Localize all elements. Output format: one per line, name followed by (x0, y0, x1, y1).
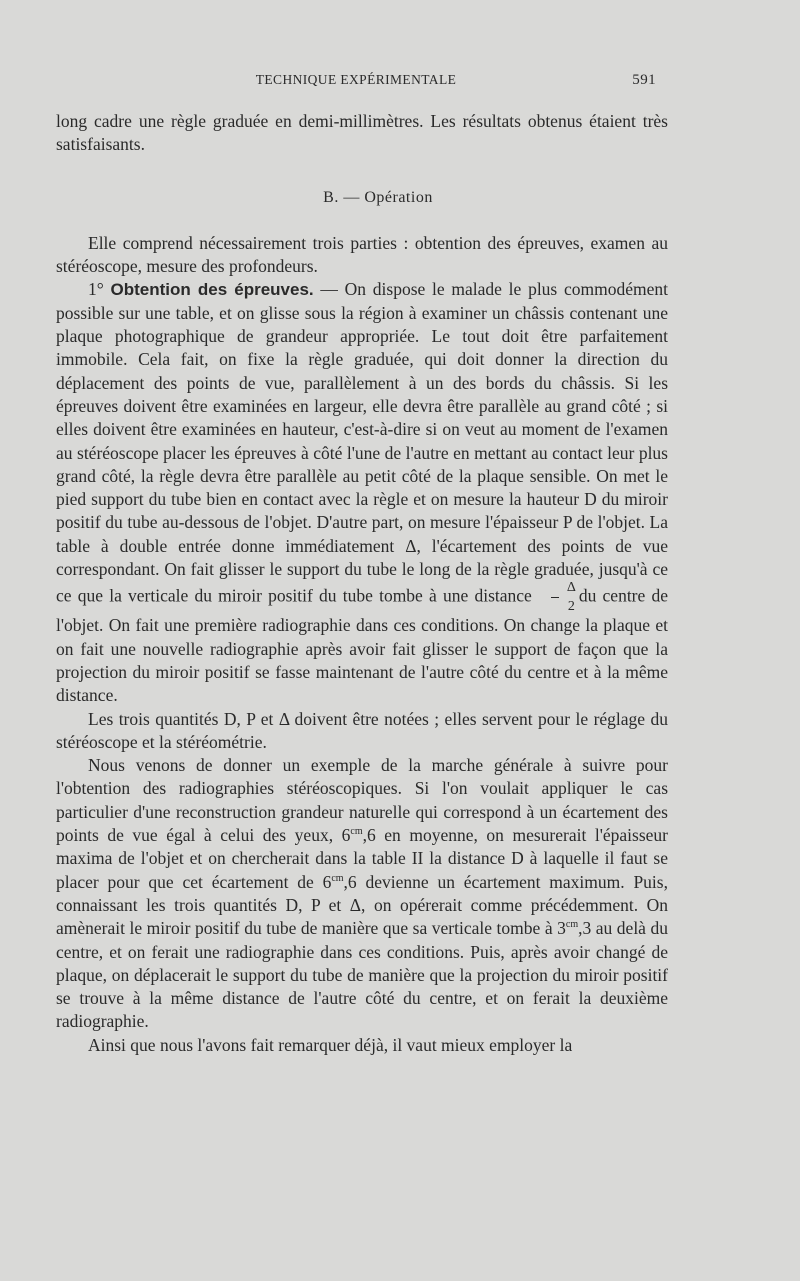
paragraph-intro: Elle comprend nécessairement trois parties : obtention des épreuves, examen au stéréoscope, mesure des profondeurs. (56, 232, 668, 277)
fraction-bar (551, 597, 559, 598)
fraction-denominator: 2 (567, 599, 575, 615)
paragraph-final: Ainsi que nous l'avons fait remarquer déjà, il vaut mieux employer la (88, 1034, 573, 1055)
paragraph-obtention (56, 278, 668, 707)
paragraph-text: ,6 en moyenne, on mesurerait l'épaisseur maxima de l'objet et on chercherait dans la table II la distance D à laquelle il faut se placer pour que cet écartement de 6 (56, 825, 668, 892)
paragraph-text: — On dispose le malade le plus commodément possible sur une table, et on glisse sous la région à examiner un châssis contenant une plaque photographique de grandeur appropriée. Le tout doit être parfaitement immobile. Cela fait, on fixe la règle graduée, qui doit donner la direction du déplacement des points de vue, parallèlement à un des bords du châssis. Si les épreuves doivent être examinées en largeur, elle devra être parallèle au grand côté ; si elles doivent être examinées en hauteur, c'est-à-dire si on veut au moment de l'examen au stéréoscope placer les épreuves à côté l'une de l'autre en mettant au contact leur plus grand côté, la règle devra être parallèle au petit côté de la plaque sensible. On met le pied support du tube bien en contact avec la règle et on mesure la hauteur D du miroir positif du tube au-dessous de l'objet. D'autre part, on mesure l'épaisseur P de l'objet. La table à double entrée donne immédiatement Δ, l'écartement des points de vue correspondant. On fait glisser le support du tube le long de la règle graduée, jusqu'à ce ce que la verticale du miroir positif du tube tombe à une distance (56, 279, 668, 606)
paragraph-text: ,3 au delà du centre, et on ferait une radiographie dans ces conditions. Puis, après avoir changé de plaque, on déplacerait le support du tube de manière que la projection du miroir positif se trouve à la même distance de l'autre côté du centre, et on ferait la deuxième radiographie. (56, 918, 668, 1032)
paragraph-text: ,6 devienne un écartement maximum. Puis, connaissant les trois quantités D, P et Δ, on opérerait comme précédemment. On amènerait le miroir positif du tube de manière que sa verticale tombe à 3 (56, 871, 668, 939)
running-title: TECHNIQUE EXPÉRIMENTALE (255, 72, 457, 87)
unit-superscript: cm (331, 872, 344, 884)
paragraph-quantities: Les trois quantités D, P et Δ doivent être notées ; elles servent pour le réglage du stéréoscope et la stéréométrie. (56, 708, 668, 752)
paragraph-text: du centre de l'objet. On fait une première radiographie dans ces conditions. On change la plaque et on fait une nouvelle radiographie après avoir fait glisser le support de façon que la projection du miroir positif se fasse maintenant de l'autre côté du centre et à la même distance. (56, 585, 668, 706)
unit-superscript: cm (565, 919, 579, 931)
page-number: 591 (632, 72, 656, 88)
unit-superscript: cm (350, 826, 363, 838)
item-number: 1° (88, 279, 111, 300)
run-in-heading: Obtention des épreuves. (110, 280, 314, 300)
paragraph-continuation: long cadre une règle graduée en demi-millimètres. Les résultats obtenus étaient très satisfaisants. (56, 111, 668, 155)
section-heading: B. — Opération (323, 188, 433, 206)
page-header (56, 72, 656, 96)
fraction-numerator: Δ (566, 580, 576, 596)
paragraph-text: Nous venons de donner un exemple de la marche générale à suivre pour l'obtention des radiographies stéréoscopiques. Si l'on voulait appliquer le cas particulier d'une reconstruction grandeur naturelle qui correspond à un écartement des points de vue égal à celui des yeux, 6 (56, 755, 668, 846)
paragraph-example (56, 754, 668, 1034)
fraction-delta-half (535, 581, 576, 614)
page-body (56, 110, 668, 1057)
